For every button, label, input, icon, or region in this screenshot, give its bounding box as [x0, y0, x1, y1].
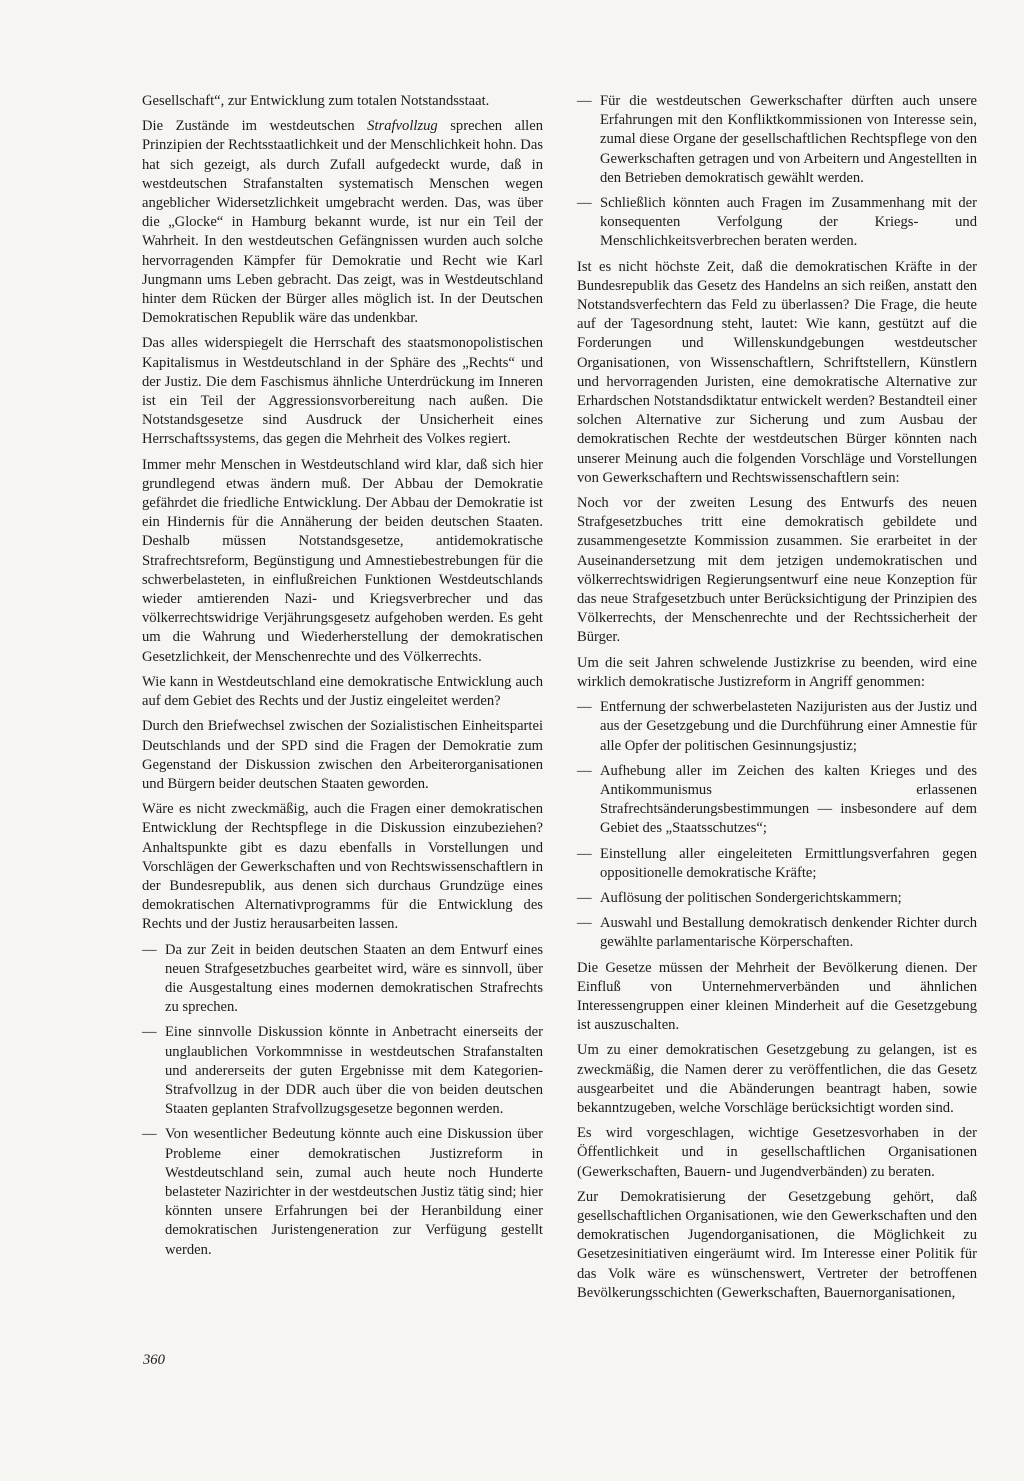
paragraph: Das alles widerspiegelt die Herrschaft des staatsmonopolistischen Kapitalismus in Westdeutschland in der Sphäre des „Rechts“ und der Justiz. Die dem Faschismus ähnliche Unterdrückung im Inneren ist ein Teil der Aggressionsvorbereitung nach außen. Die Notstandsgesetze sind Ausdruck der Unsicherheit eines Herrschaftssystems, das gegen die Mehrheit des Volkes regiert.	[142, 335, 543, 448]
bullet-list	[577, 698, 977, 952]
paragraph: Um die seit Jahren schwelende Justizkrise zu beenden, wird eine wirklich demokratische Justizreform in Angriff genommen:	[577, 654, 977, 690]
list-item: — Auswahl und Bestallung demokratisch denkender Richter durch gewählte parlamentarische Körperschaften.	[577, 914, 977, 952]
list-item: — Von wesentlicher Bedeutung könnte auch eine Diskussion über Probleme einer demokratischen Justizreform in Westdeutschland sein, zumal auch heute noch Hunderte belasteter Nazirichter in der westdeutschen Justiz tätig sind; hier könnten unsere Erfahrungen bei der Heranbildung einer demokratischen Juristengeneration zur Verfügung gestellt werden.	[142, 1125, 543, 1259]
paragraph: Ist es nicht höchste Zeit, daß die demokratischen Kräfte in der Bundesrepublik das Gesetz des Handelns an sich reißen, anstatt den Notstandsverfechtern das Feld zu überlassen? Die Frage, die heute auf der Tagesordnung steht, lautet: Wie kann, gestützt auf die Forderungen und Willenskundgebungen westdeutscher Organisationen, von Wissenschaftlern, Schriftstellern, Künstlern und hervorragenden Juristen, eine demokratische Alternative zur Erhardschen Notstandsdiktatur entwickelt werden? Bestandteil einer solchen Alternative zur Sicherung und zum Ausbau der demokratischen Rechte der westdeutschen Bürger könnten nach unserer Meinung auch die folgenden Vorschläge und Vorstellungen von Gewerkschaftern und Rechtswissenschaftlern sein:	[577, 258, 977, 486]
bullet-list	[142, 941, 543, 1260]
paragraph: Zur Demokratisierung der Gesetzgebung gehört, daß gesellschaftlichen Organisationen, wie den Gewerkschaften und den demokratischen Jugendorganisationen, die Möglichkeit zu Gesetzesinitiativen eingeräumt wird. Im Interesse einer Politik für das Volk wäre es wünschenswert, Vertreter der betroffenen Bevölkerungsschichten (Gewerkschaften, Bauernorganisationen,	[577, 1188, 977, 1301]
bullet-list	[577, 92, 977, 252]
paragraph: Immer mehr Menschen in Westdeutschland wird klar, daß sich hier grundlegend etwas ändern muß. Der Abbau der Demokratie gefährdet die friedliche Entwicklung. Der Abbau der Demokratie ist ein Hindernis für die Annäherung der beiden deutschen Staaten. Deshalb müssen Notstandsgesetze, antidemokratische Strafrechtsreform, Begünstigung und Amnestiebestrebungen für die schwerbelasteten, in einflußreichen Funktionen Westdeutschlands wieder amtierenden Nazi- und Kriegsverbrecher und das völkerrechtswidrige Verjährungsgesetz aufgehoben werden. Es geht um die Wahrung und Wiederherstellung der demokratischen Gesetzlichkeit, der Menschenrechte und des Völkerrechts.	[142, 456, 543, 665]
right-column	[577, 92, 977, 1309]
paragraph: Die Gesetze müssen der Mehrheit der Bevölkerung dienen. Der Einfluß von Unternehmerverbänden und ähnlichen Interessengruppen einer kleinen Minderheit auf die Gesetzgebung ist auszuschalten.	[577, 959, 977, 1034]
paragraph: Um zu einer demokratischen Gesetzgebung zu gelangen, ist es zweckmäßig, die Namen derer zu veröffentlichen, die das Gesetz ausgearbeitet und die Abänderungen beantragt haben, sowie bekanntzugeben, welche Vorschläge berücksichtigt worden sind.	[577, 1042, 977, 1116]
emphasis-strafvollzug: Strafvollzug	[367, 118, 438, 135]
list-item: — Schließlich könnten auch Fragen im Zusammenhang mit der konsequenten Verfolgung der Kriegs- und Menschlichkeitsverbrechen beraten werden.	[577, 194, 977, 252]
paragraph: Durch den Briefwechsel zwischen der Sozialistischen Einheitspartei Deutschlands und der SPD sind die Fragen der Demokratie zum Gegenstand der Diskussion zwischen den Arbeiterorganisationen und Bürgern beider deutschen Staaten geworden.	[142, 718, 543, 792]
paragraph	[142, 117, 543, 328]
paragraph: Noch vor der zweiten Lesung des Entwurfs des neuen Strafgesetzbuches tritt eine demokratisch gebildete und zusammengesetzte Kommission zusammen. Sie erarbeitet in der Auseinandersetzung mit dem jetzigen undemokratischen und völkerrechtswidrigen Regierungsentwurf eine neue Konzeption für das neue Strafgesetzbuch unter Berücksichtigung der Prinzipien des Völkerrechts, der Menschenrechte und der Rechtssicherheit der Bürger.	[577, 495, 977, 646]
list-item: — Einstellung aller eingeleiteten Ermittlungsverfahren gegen oppositionelle demokratische Kräfte;	[577, 845, 977, 883]
paragraph-text: sprechen allen Prinzipien der Rechtsstaatlichkeit und der Menschlichkeit hohn. Das hat sich gezeigt, als durch Zufall aufgedeckt wurde, daß in westdeutschen Strafanstalten systematisch Menschen wegen angeblicher Widersetzlichkeit umgebracht werden. Das, was über die „Glocke“ in Hamburg bekannt wurde, ist nur ein Teil der Wahrheit. In den westdeutschen Gefängnissen wurden auch solche hervorragenden Kämpfer für Demokratie und Recht wie Karl Jungmann ums Leben gebracht. Das zeigt, was in Westdeutschland hinter dem Rücken der Bürger alles möglich ist. In der Deutschen Demokratischen Republik wäre das undenkbar.	[142, 118, 543, 327]
list-item: — Entfernung der schwerbelasteten Nazijuristen aus der Justiz und aus der Gesetzgebung und die Durchführung einer Amnestie für alle Opfer der politischen Gesinnungsjustiz;	[577, 698, 977, 756]
page-number: 360	[143, 1352, 165, 1368]
list-item: — Eine sinnvolle Diskussion könnte in Anbetracht einerseits der unglaublichen Vorkommnisse in westdeutschen Strafanstalten und andererseits der guten Ergebnisse mit dem Kategorien-Strafvollzug in der DDR auch über die von beiden deutschen Staaten geplanten Strafvollzugsgesetze begonnen werden.	[142, 1023, 543, 1119]
paragraph: Es wird vorgeschlagen, wichtige Gesetzesvorhaben in der Öffentlichkeit und in gesellschaftlichen Organisationen (Gewerkschaften, Bauern- und Jugendverbänden) zu beraten.	[577, 1125, 977, 1180]
list-item: — Für die westdeutschen Gewerkschafter dürften auch unsere Erfahrungen mit den Konfliktkommissionen von Interesse sein, zumal diese Organe der gesellschaftlichen Rechtspflege von den Gewerkschaften getragen und von Arbeitern und Angestellten in den Betrieben demokratisch gewählt werden.	[577, 92, 977, 188]
list-item: — Aufhebung aller im Zeichen des kalten Krieges und des Antikommunismus erlassenen Strafrechtsänderungsbestimmungen — insbesondere auf dem Gebiet des „Staatsschutzes“;	[577, 762, 977, 839]
paragraph: Wäre es nicht zweckmäßig, auch die Fragen einer demokratischen Entwicklung der Rechtspflege in die Diskussion einzubeziehen? Anhaltspunkte gibt es dazu ebenfalls in Vorstellungen und Vorschlägen der Gewerkschaften und von Rechtswissenschaftlern in der Bundesrepublik, aus denen sich durchaus Grundzüge eines demokratischen Alternativprogramms für die Entwicklung des Rechts und der Justiz herausarbeiten lassen.	[142, 801, 543, 933]
list-item: — Auflösung der politischen Sondergerichtskammern;	[577, 889, 977, 908]
list-item: — Da zur Zeit in beiden deutschen Staaten an dem Entwurf eines neuen Strafgesetzbuches gearbeitet wird, wäre es sinnvoll, über die Ausgestaltung eines modernen demokratischen Strafrechts zu sprechen.	[142, 941, 543, 1018]
left-column	[142, 92, 543, 1266]
paragraph-text: Die Zustände im westdeutschen	[142, 118, 368, 135]
paragraph: Wie kann in Westdeutschland eine demokratische Entwicklung auch auf dem Gebiet des Rechts und der Justiz eingeleitet werden?	[142, 673, 543, 710]
paragraph: Gesellschaft“, zur Entwicklung zum totalen Notstandsstaat.	[142, 93, 490, 109]
